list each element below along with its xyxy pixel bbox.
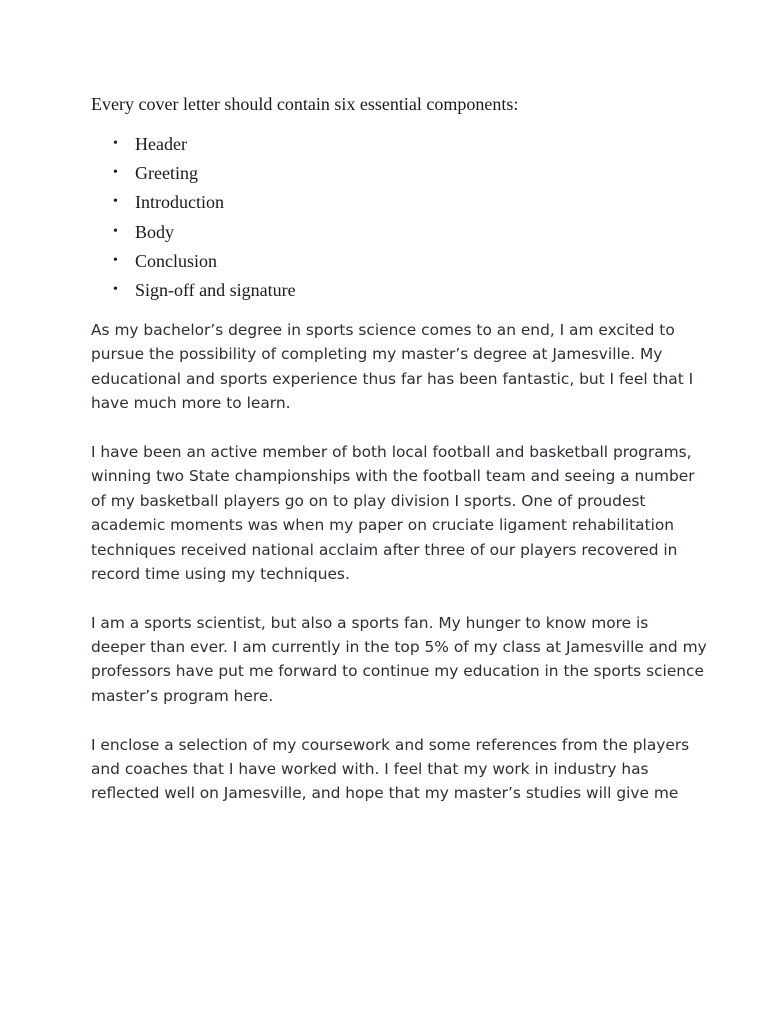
bullet-icon: • <box>113 223 118 239</box>
text-line: As my bachelor’s degree in sports science comes to an end, I am excited to <box>91 321 675 339</box>
list-item-text: Conclusion <box>135 250 218 271</box>
list-item-text: Body <box>135 221 175 242</box>
list-item <box>91 160 296 189</box>
list-item <box>91 248 296 277</box>
intro-sentence: Every cover letter should contain six essential components: <box>91 94 519 114</box>
text-line: reflected well on Jamesville, and hope that my master’s studies will give me <box>91 784 679 803</box>
text-line: I am a sports scientist, but also a sports fan. My hunger to know more is <box>91 613 649 632</box>
text-line: and coaches that I have worked with. I feel that my work in industry has <box>91 760 649 779</box>
text-line: I have been an active member of both local football and basketball programs, <box>91 442 692 461</box>
bullet-icon: • <box>113 281 118 297</box>
text-line: educational and sports experience thus far has been fantastic, but I feel that I <box>91 369 694 388</box>
bullet-icon: • <box>113 194 118 210</box>
paragraph-1 <box>91 318 694 416</box>
list-item-text: Introduction <box>135 192 224 213</box>
text-line: deeper than ever. I am currently in the top 5% of my class at Jamesville and my <box>91 638 707 657</box>
list-item <box>91 189 296 218</box>
list-item <box>91 219 296 248</box>
text-line: master’s program here. <box>91 686 274 705</box>
text-line: professors have put me forward to continue my education in the sports science <box>91 662 704 681</box>
text-line: academic moments was when my paper on cruciate ligament rehabilitation <box>91 516 675 535</box>
text-line: winning two State championships with the football team and seeing a number <box>91 467 695 486</box>
bullet-icon: • <box>113 165 118 181</box>
text-line: record time using my techniques. <box>91 564 350 583</box>
text-line: techniques received national acclaim after three of our players recovered in <box>91 540 678 559</box>
text-line: of my basketball players go on to play division I sports. One of proudest <box>91 491 646 510</box>
paragraph-3 <box>91 611 707 709</box>
components-list <box>91 131 296 306</box>
list-item-text: Sign-off and signature <box>135 279 296 300</box>
list-item-text: Greeting <box>135 163 198 184</box>
paragraph-4 <box>91 733 691 806</box>
bullet-icon: • <box>113 136 118 151</box>
paragraph-2 <box>91 440 695 586</box>
bullet-icon: • <box>113 252 118 268</box>
list-item-text: Header <box>135 134 187 154</box>
text-line: pursue the possibility of completing my master’s degree at Jamesville. My <box>91 345 663 364</box>
text-line: I enclose a selection of my coursework and some references from the players <box>91 735 690 754</box>
list-item <box>91 131 296 160</box>
text-line: have much more to learn. <box>91 394 291 413</box>
list-item <box>91 277 296 306</box>
letter-body <box>91 318 707 830</box>
